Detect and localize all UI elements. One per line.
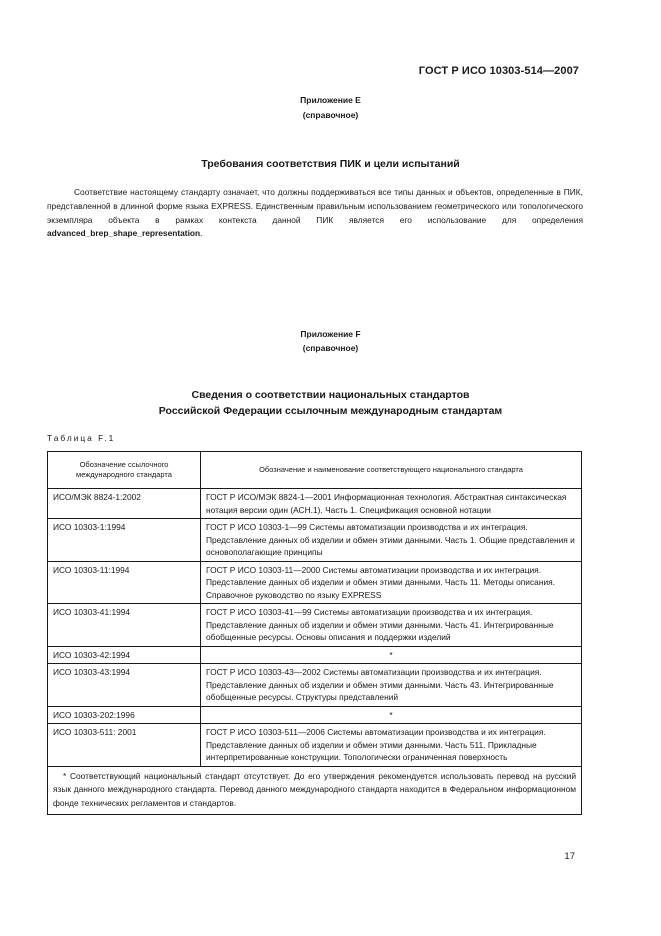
ref-cell: ИСО 10303-511: 2001 [48, 724, 201, 767]
appendix-f-title: Приложение F [300, 329, 361, 339]
table-footnote-row [48, 766, 582, 815]
paragraph-end: . [200, 228, 203, 239]
ref-cell: ИСО 10303-42:1994 [48, 646, 201, 664]
document-id: ГОСТ Р ИСО 10303-514—2007 [418, 65, 579, 77]
ref-cell: ИСО 10303-43:1994 [48, 664, 201, 707]
table-row [48, 664, 582, 707]
national-cell: ГОСТ Р ИСО 10303-43—2002 Системы автоматизации производства и их интеграция. Представление данных об изделии и обмен этими данными. Часть 43. Интегрированные обобщенные ресурсы. Структуры представлений [201, 664, 582, 707]
table-row [48, 519, 582, 562]
table-footnote: * Соответствующий национальный стандарт отсутствует. До его утверждения рекомендуется использовать перевод на русский язык данного международного стандарта. Перевод данного международного стандарта находится в Федеральном информационном фонде технических регламентов и стандартов. [48, 766, 582, 815]
ref-cell: ИСО 10303-202:1996 [48, 706, 201, 724]
table-row [48, 724, 582, 767]
appendix-e-heading: Требования соответствия ПИК и цели испытаний [201, 158, 460, 170]
ref-cell: ИСО 10303-11:1994 [48, 561, 201, 604]
table-row [48, 561, 582, 604]
appendix-f-heading-line1: Сведения о соответствии национальных стандартов [191, 389, 470, 401]
table-row [48, 604, 582, 647]
appendix-e-note: (справочное) [302, 110, 359, 120]
table-row [48, 646, 582, 664]
national-cell-missing: * [201, 646, 582, 664]
national-cell: ГОСТ Р ИСО 10303-41—99 Системы автоматизации производства и их интеграция. Представление данных об изделии и обмен этими данными. Часть 41. Интегрированные обобщенные ресурсы. Основы описания и поддержки изделий [201, 604, 582, 647]
table-row [48, 489, 582, 519]
national-cell: ГОСТ Р ИСО 10303-511—2006 Системы автоматизации производства и их интеграция. Представление данных об изделии и обмен этими данными. Часть 511. Прикладные интерпретированные конструкции. Топологически ограниченная поверхность [201, 724, 582, 767]
ref-cell: ИСО 10303-1:1994 [48, 519, 201, 562]
standards-table [47, 451, 582, 815]
header-col-reference: Обозначение ссылочного международного стандарта [48, 452, 201, 489]
paragraph-code-term: advanced_brep_shape_representation [47, 228, 201, 239]
national-cell: ГОСТ Р ИСО 10303-11—2000 Системы автоматизации производства и их интеграция. Представление данных об изделии и обмен этими данными. Часть 11. Методы описания. Справочное руководство по языку EXPRESS [201, 561, 582, 604]
table-caption: Таблица F.1 [47, 433, 116, 443]
table-row [48, 706, 582, 724]
header-col-national: Обозначение и наименование соответствующего национального стандарта [201, 452, 582, 489]
page-number: 17 [564, 851, 575, 862]
appendix-e-paragraph [47, 186, 583, 241]
appendix-e-title: Приложение E [300, 95, 361, 105]
ref-cell: ИСО 10303-41:1994 [48, 604, 201, 647]
national-cell: ГОСТ Р ИСО/МЭК 8824-1—2001 Информационная технология. Абстрактная синтаксическая нотация версии один (АСН.1). Часть 1. Спецификация основной нотации [201, 489, 582, 519]
appendix-f-note: (справочное) [302, 343, 359, 353]
appendix-f-heading-line2: Российской Федерации ссылочным международным стандартам [158, 405, 503, 417]
table-header-row [48, 452, 582, 489]
ref-cell: ИСО/МЭК 8824-1:2002 [48, 489, 201, 519]
paragraph-text: Соответствие настоящему стандарту означает, что должны поддерживаться все типы данных и объектов, определенные в ПИК, представленной в длинной форме языка EXPRESS. Единственным правильным использованием геометрического или топологического экземпляра объекта в рамках контекста данной ПИК является его использование для определения [47, 187, 583, 225]
national-cell-missing: * [201, 706, 582, 724]
national-cell: ГОСТ Р ИСО 10303-1—99 Системы автоматизации производства и их интеграция. Представление данных об изделии и обмен этими данными. Часть 1. Общие представления и основополагающие принципы [201, 519, 582, 562]
